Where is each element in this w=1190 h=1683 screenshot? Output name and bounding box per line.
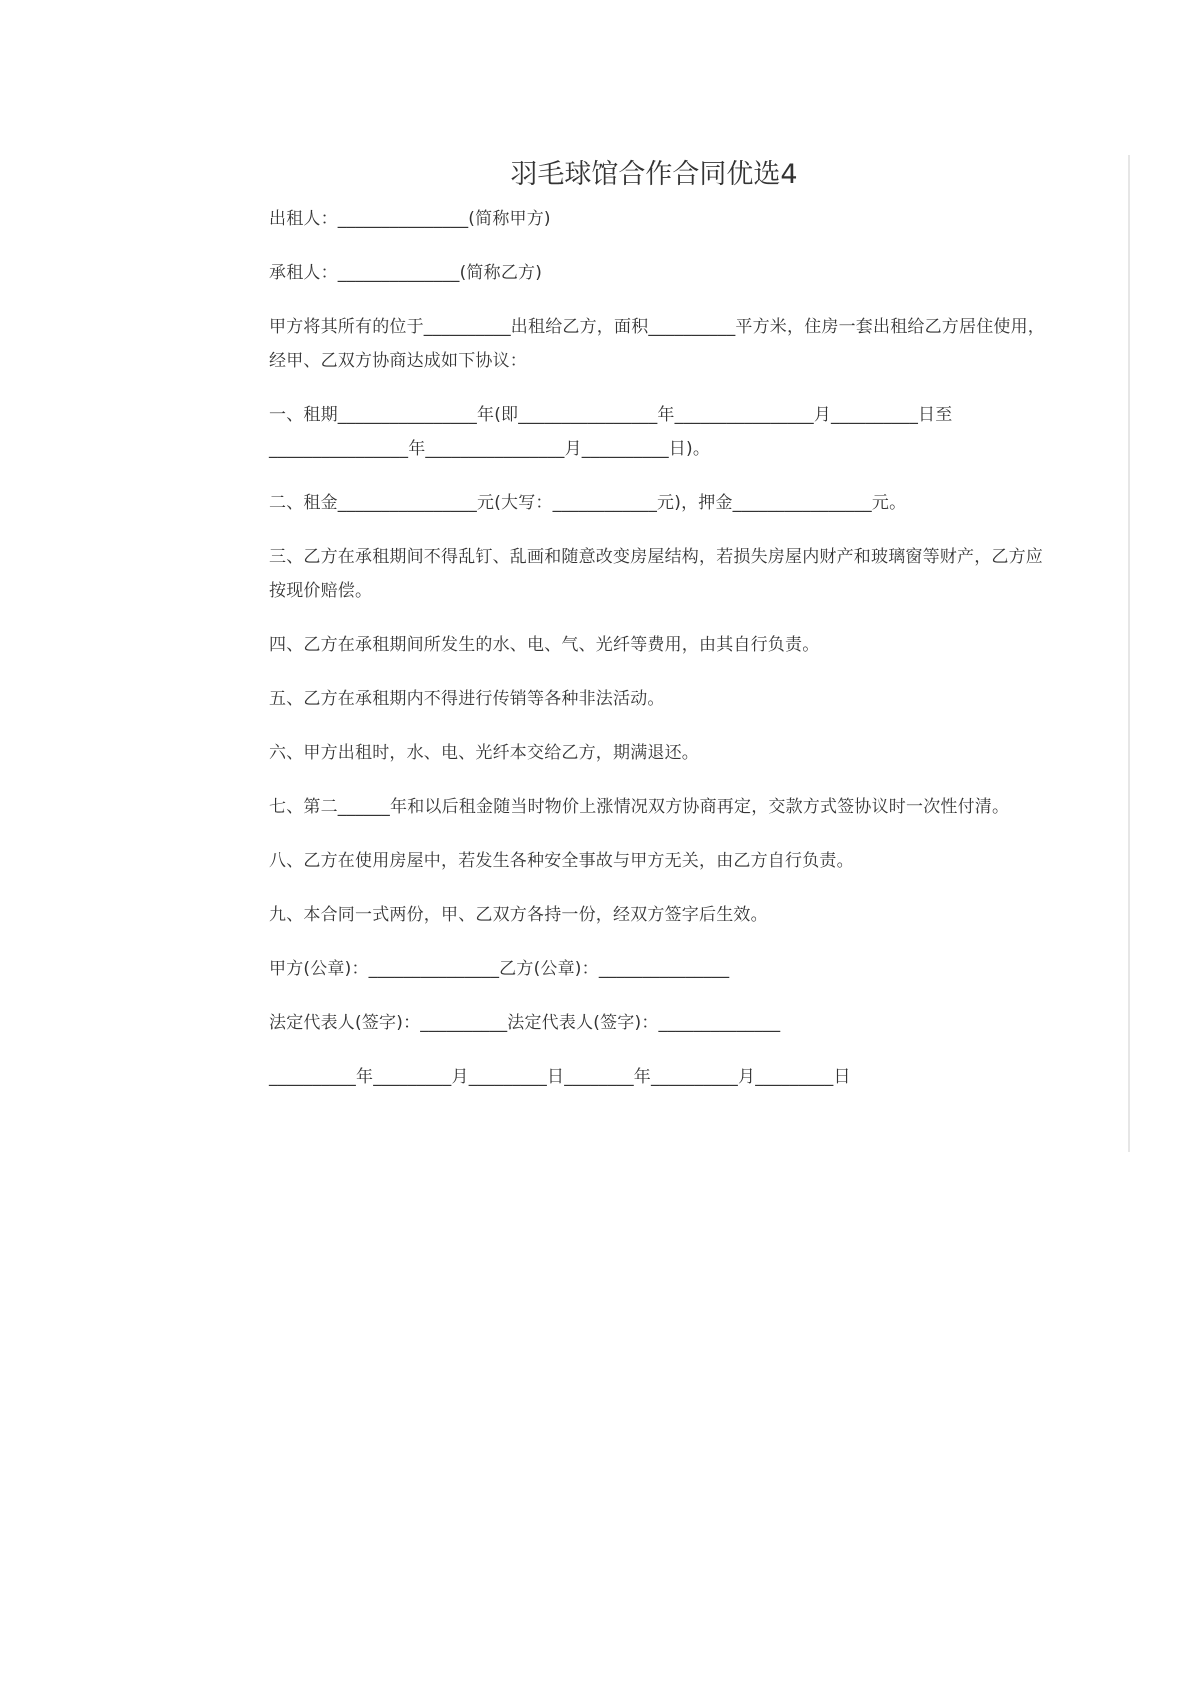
page-edge-divider — [1128, 155, 1130, 1152]
clause-8-safety: 八、乙方在使用房屋中，若发生各种安全事故与甲方无关，由乙方自行负责。 — [269, 851, 854, 871]
date-line: __________年_________月_________日________年__________月_________日 — [269, 1067, 851, 1087]
lessee-line: 承租人：______________(简称乙方) — [269, 263, 543, 283]
clause-9-copies: 九、本合同一式两份，甲、乙双方各持一份，经双方签字后生效。 — [269, 905, 768, 925]
lessor-line: 出租人：_______________(简称甲方) — [269, 209, 551, 229]
clause-1-term: 一、租期________________年(即________________年________________月__________日至________________年________________月__________日)。 — [269, 405, 953, 459]
clause-2-rent: 二、租金________________元(大写：____________元)，押金________________元。 — [269, 493, 907, 513]
signature-line: 法定代表人(签字)：__________法定代表人(签字)：______________ — [269, 1013, 781, 1033]
clause-5-illegal-activity: 五、乙方在承租期内不得进行传销等各种非法活动。 — [269, 689, 665, 709]
clause-3-property: 三、乙方在承租期间不得乱钉、乱画和随意改变房屋结构，若损失房屋内财产和玻璃窗等财产，乙方应按现价赔偿。 — [269, 547, 1043, 601]
clause-6-handover: 六、甲方出租时，水、电、光纤本交给乙方，期满退还。 — [269, 743, 699, 763]
preamble-paragraph: 甲方将其所有的位于__________出租给乙方，面积__________平方米，住房一套出租给乙方居住使用，经甲、乙双方协商达成如下协议： — [269, 317, 1045, 371]
clause-4-utilities: 四、乙方在承租期间所发生的水、电、气、光纤等费用，由其自行负责。 — [269, 635, 820, 655]
document-body — [269, 150, 1049, 1114]
document-title: 羽毛球馆合作合同优选4 — [510, 159, 798, 190]
seal-line: 甲方(公章)：_______________乙方(公章)：_______________ — [269, 959, 730, 979]
clause-7-rent-adjustment: 七、第二______年和以后租金随当时物价上涨情况双方协商再定，交款方式签协议时一次性付清。 — [269, 797, 1010, 817]
